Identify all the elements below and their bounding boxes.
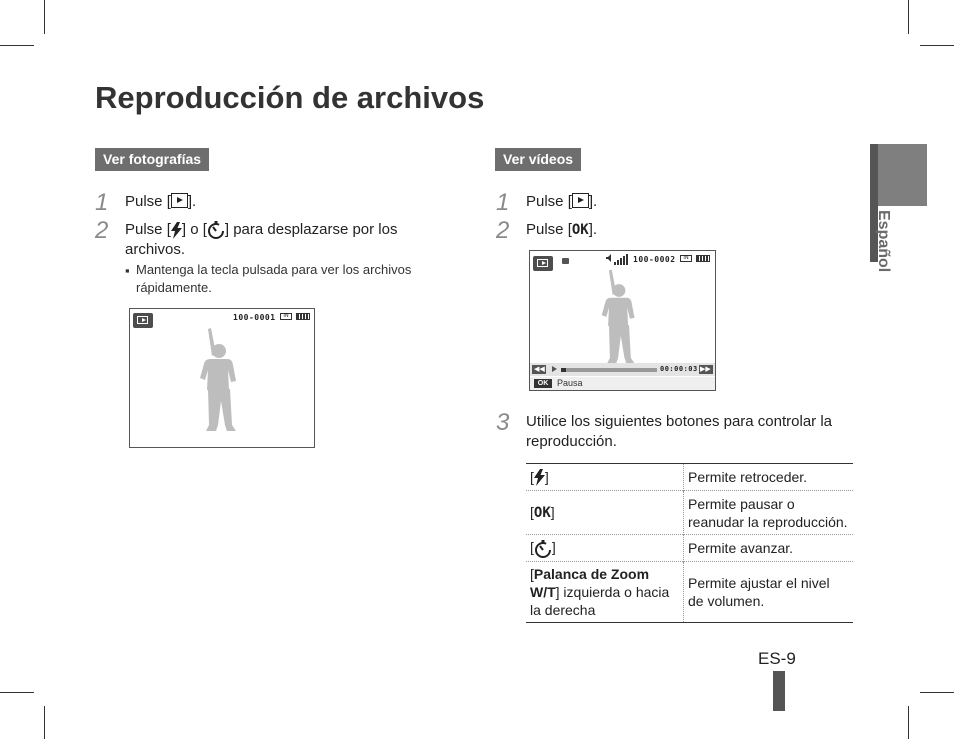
crop-mark — [920, 692, 954, 693]
bullet-icon: ▪ — [125, 263, 130, 278]
table-cell-key: [Palanca de Zoom W/T] izquierda o hacia la derecha — [526, 562, 684, 623]
flash-icon — [171, 222, 182, 239]
progress-track — [561, 368, 657, 372]
step-2-text: Pulse [OK]. — [526, 221, 598, 238]
camera-screen-video — [529, 250, 716, 391]
crop-mark — [44, 706, 45, 739]
ok-key-label: OK — [571, 222, 589, 238]
time-counter: 00:00:03 — [660, 365, 698, 373]
play-icon — [171, 193, 188, 208]
memory-icon: IN — [680, 255, 692, 262]
crop-mark — [0, 692, 34, 693]
file-number: 100-0002 — [633, 255, 676, 264]
crop-mark — [44, 0, 45, 34]
section-label-photos: Ver fotografías — [95, 148, 209, 171]
timer-icon — [534, 540, 552, 558]
page-marker — [773, 671, 785, 711]
table-row — [526, 491, 853, 535]
step-1-text: Pulse [ ]. — [526, 193, 598, 210]
playback-mode-icon — [533, 256, 553, 271]
table-cell-desc: Permite ajustar el nivel de volumen. — [688, 575, 830, 609]
table-row — [526, 562, 853, 623]
table-cell-key: [ ] — [526, 464, 684, 491]
controls-table — [526, 463, 853, 623]
table-row — [526, 464, 853, 491]
page-number: ES-9 — [758, 649, 796, 668]
memory-icon: IN — [280, 313, 292, 320]
step-number: 1 — [496, 189, 510, 216]
table-cell-key: [ ] — [526, 535, 684, 562]
table-row — [526, 535, 853, 562]
volume-icon — [606, 254, 632, 265]
table-cell-desc: Permite retroceder. — [688, 469, 808, 485]
camera-screen-photo — [129, 308, 315, 448]
timer-icon — [207, 221, 225, 239]
battery-icon — [696, 255, 710, 262]
step-number: 2 — [95, 217, 109, 244]
play-icon — [572, 193, 589, 208]
hint-bar — [530, 377, 715, 390]
play-indicator-icon — [552, 366, 557, 372]
table-cell-key: [OK] — [526, 491, 684, 535]
flash-icon — [534, 469, 545, 486]
step-3-text: Utilice los siguientes botones para controlar la reproducción. — [526, 413, 832, 450]
step-2-text: Pulse [ ] o [ ] para desplazarse por los archivos. — [125, 221, 398, 258]
step-number: 2 — [496, 217, 510, 244]
crop-mark — [908, 0, 909, 34]
crop-mark — [0, 45, 34, 46]
section-label-videos: Ver vídeos — [495, 148, 581, 171]
person-silhouette-icon — [194, 323, 244, 435]
playback-mode-icon — [133, 313, 153, 328]
crop-mark — [920, 45, 954, 46]
crop-mark — [908, 706, 909, 739]
table-cell-desc: Permite avanzar. — [688, 540, 794, 556]
step-number: 1 — [95, 189, 109, 216]
page-title: Reproducción de archivos — [95, 80, 485, 115]
language-label: Español — [875, 210, 892, 273]
table-cell-desc: Permite pausar o reanudar la reproducción. — [688, 495, 848, 530]
progress-fill — [561, 368, 566, 372]
step-1-text: Pulse [ ]. — [125, 193, 197, 210]
pause-label: Pausa — [557, 378, 583, 388]
file-number: 100-0001 — [233, 313, 276, 322]
battery-icon — [296, 313, 310, 320]
ok-badge: OK — [534, 379, 552, 388]
playback-bar: ◀◀ 00:00:03 ▶▶ — [530, 363, 715, 376]
person-silhouette-icon — [596, 265, 642, 367]
video-icon — [562, 258, 569, 264]
language-tab — [870, 144, 927, 206]
step-number: 3 — [496, 409, 510, 436]
note-text: Mantenga la tecla pulsada para ver los archivos rápidamente. — [136, 262, 412, 295]
